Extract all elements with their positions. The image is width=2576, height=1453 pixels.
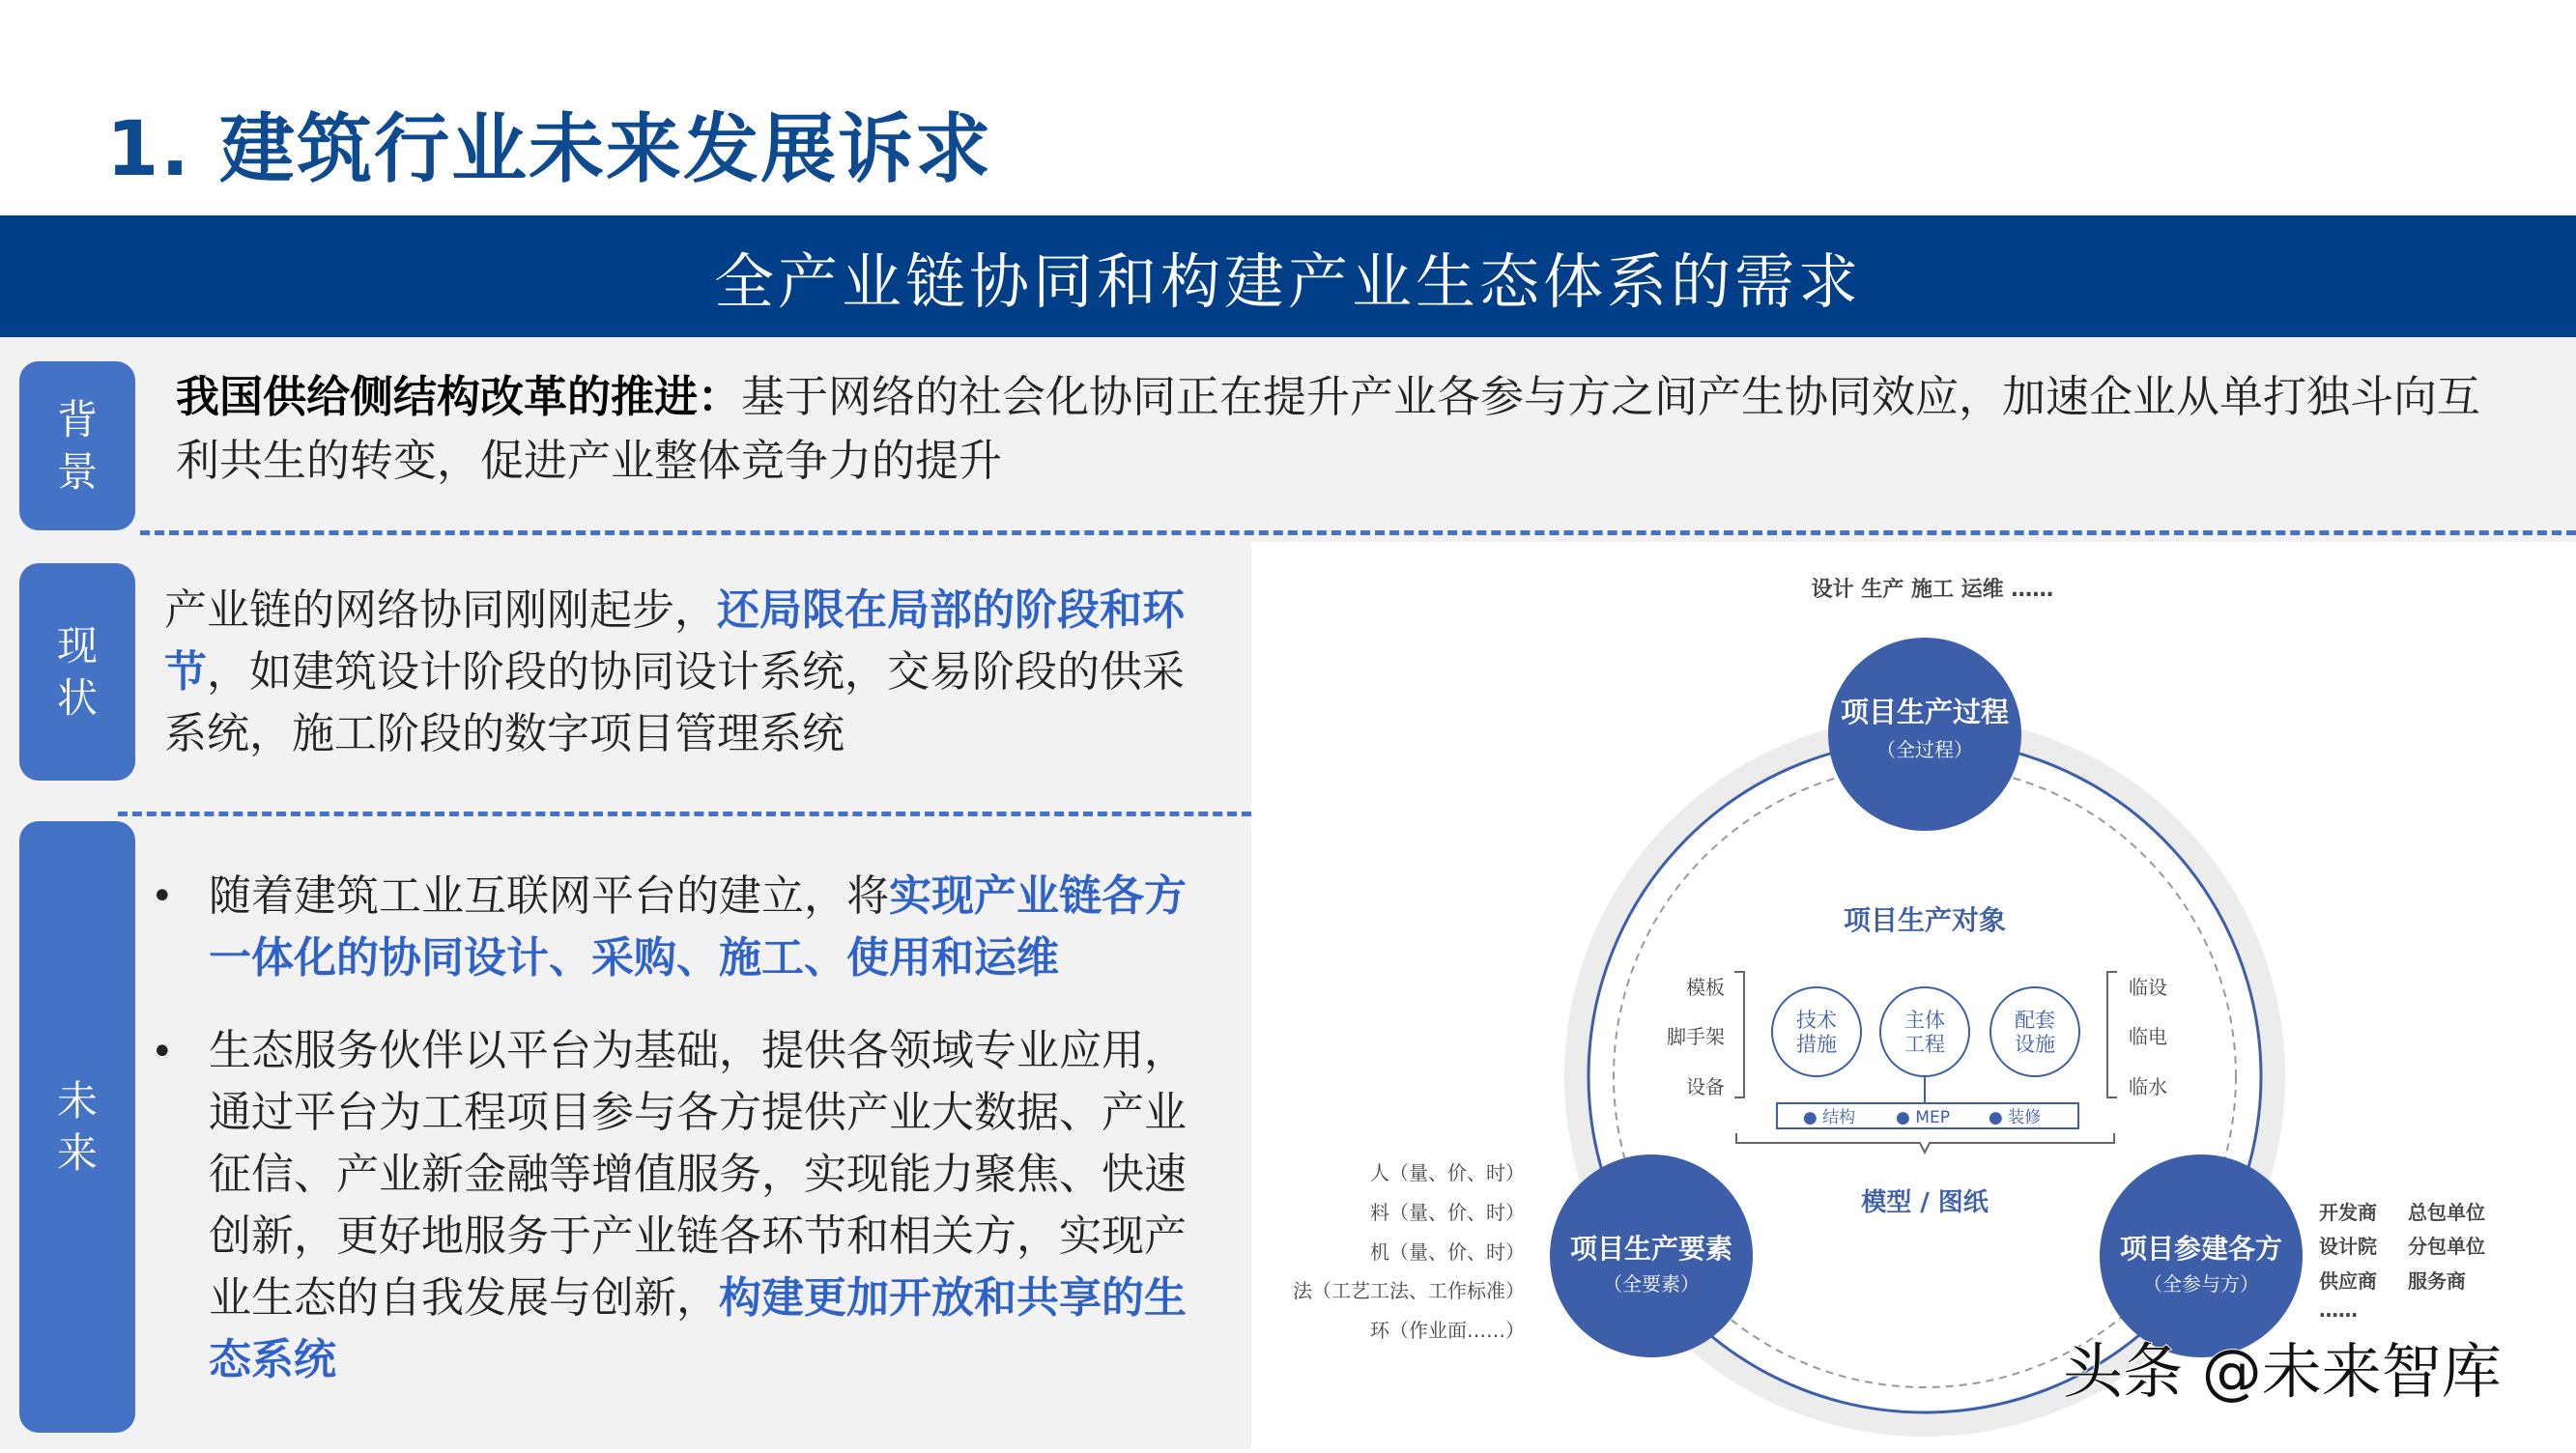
factor-item: 料（量、价、时） bbox=[1370, 1201, 1525, 1224]
status-highlight: 还局限在局部的阶段和环节 bbox=[164, 585, 1185, 697]
tab-char: 来 bbox=[56, 1128, 98, 1177]
future-bullet-1 bbox=[209, 866, 1214, 989]
party-item: 供应商 bbox=[2319, 1269, 2377, 1293]
tab-char: 未 bbox=[56, 1076, 98, 1125]
elements-sub: （全要素） bbox=[1603, 1272, 1700, 1296]
diagram-panel bbox=[1251, 542, 2576, 1449]
bullet-icon: • bbox=[151, 1030, 174, 1074]
tab-char: 背 bbox=[56, 395, 98, 443]
left-label: 设备 bbox=[1686, 1075, 1725, 1098]
party-item: 服务商 bbox=[2408, 1269, 2466, 1293]
divider bbox=[118, 812, 1251, 816]
party-item: 总包单位 bbox=[2408, 1201, 2485, 1224]
bar-item: ● 装修 bbox=[1988, 1108, 2042, 1127]
future-b1-text: 随着建筑工业互联网平台的建立，将 bbox=[209, 871, 889, 921]
elements-title: 项目生产要素 bbox=[1569, 1233, 1733, 1265]
factor-item: 人（量、价、时） bbox=[1370, 1161, 1525, 1184]
right-bracket bbox=[2107, 972, 2117, 1097]
process-title: 项目生产过程 bbox=[1840, 696, 2010, 728]
small-circles bbox=[1772, 987, 2079, 1076]
left-bracket bbox=[1734, 972, 1744, 1097]
background-line2: 利共生的转变，促进产业整体竞争力的提升 bbox=[176, 435, 1003, 486]
bar-item: ● MEP bbox=[1896, 1108, 1950, 1127]
model-label: 模型 / 图纸 bbox=[1861, 1188, 1989, 1217]
process-sub: （全过程） bbox=[1876, 738, 1973, 761]
factor-item: 环（作业面……） bbox=[1370, 1319, 1525, 1342]
left-label: 脚手架 bbox=[1667, 1025, 1725, 1048]
small-label: 配套 bbox=[2015, 1009, 2055, 1032]
small-circle bbox=[1880, 987, 1969, 1076]
stages-label: 设计 生产 施工 运维 …… bbox=[1811, 578, 2054, 602]
future-bullet-2 bbox=[209, 1020, 1214, 1391]
right-label: 临设 bbox=[2129, 976, 2167, 999]
tab-char: 现 bbox=[56, 621, 98, 670]
background-bold: 我国供给侧结构改革的推进： bbox=[176, 371, 742, 422]
bar-item: ● 结构 bbox=[1802, 1108, 1856, 1127]
left-label: 模板 bbox=[1686, 976, 1725, 999]
party-item: 开发商 bbox=[2319, 1201, 2377, 1224]
right-label: 临电 bbox=[2129, 1025, 2167, 1048]
small-label: 设施 bbox=[2015, 1033, 2055, 1056]
tab-char: 景 bbox=[56, 447, 98, 496]
small-circle bbox=[1990, 987, 2079, 1076]
background-line1: 基于网络的社会化协同正在提升产业各参与方之间产生协同效应，加速企业从单打独斗向互 bbox=[741, 371, 2481, 422]
process-circle bbox=[1828, 638, 2021, 831]
tab-background bbox=[19, 361, 135, 530]
factor-item: 法（工艺工法、工作标准） bbox=[1293, 1279, 1525, 1302]
parties-title: 项目参建各方 bbox=[2119, 1233, 2283, 1265]
party-item: 设计院 bbox=[2319, 1235, 2377, 1258]
factor-list bbox=[1293, 1161, 1525, 1342]
tab-status bbox=[19, 563, 135, 781]
ecosystem-diagram bbox=[1251, 542, 2576, 1449]
small-label: 主体 bbox=[1904, 1009, 1945, 1032]
bullet-icon: • bbox=[151, 874, 174, 919]
small-label: 措施 bbox=[1796, 1033, 1837, 1056]
watermark: 头条 @未来智库 bbox=[2063, 1336, 2502, 1407]
factor-item: 机（量、价、时） bbox=[1370, 1240, 1525, 1264]
future-b1-highlight: 实现产业链各方一体化的协同设计、采购、施工、使用和运维 bbox=[209, 871, 1187, 983]
page-title: 1. 建筑行业未来发展诉求 bbox=[106, 106, 993, 193]
object-title: 项目生产对象 bbox=[1843, 904, 2007, 936]
small-label: 技术 bbox=[1796, 1009, 1837, 1032]
party-item: 分包单位 bbox=[2408, 1235, 2485, 1258]
parties-sub: （全参与方） bbox=[2143, 1272, 2259, 1296]
divider bbox=[140, 530, 2576, 535]
brace bbox=[1736, 1133, 2114, 1153]
tab-future bbox=[19, 821, 135, 1433]
small-circle bbox=[1772, 987, 1861, 1076]
right-label: 临水 bbox=[2129, 1075, 2167, 1098]
future-b2-highlight: 构建更加开放和共享的生态系统 bbox=[209, 1273, 1187, 1384]
section-banner: 全产业链协同和构建产业生态体系的需求 bbox=[0, 215, 2576, 337]
party-list bbox=[2319, 1201, 2485, 1322]
party-item: …… bbox=[2319, 1298, 2358, 1322]
small-label: 工程 bbox=[1904, 1033, 1945, 1056]
status-post: ，如建筑设计阶段的协同设计系统，交易阶段的供采系统，施工阶段的数字项目管理系统 bbox=[164, 647, 1185, 758]
tab-char: 状 bbox=[56, 673, 98, 722]
background-text bbox=[176, 365, 2553, 493]
future-b2-text: 生态服务伙伴以平台为基础，提供各领域专业应用，通过平台为工程项目参与各方提供产业大数据、产业征信、产业新金融等增值服务，实现能力聚焦、快速创新，更好地服务于产业链各环节和相关方，实现产业生态的自我发展与创新， bbox=[209, 1026, 1187, 1323]
status-pre: 产业链的网络协同刚刚起步， bbox=[164, 585, 717, 635]
status-text bbox=[164, 580, 1208, 765]
